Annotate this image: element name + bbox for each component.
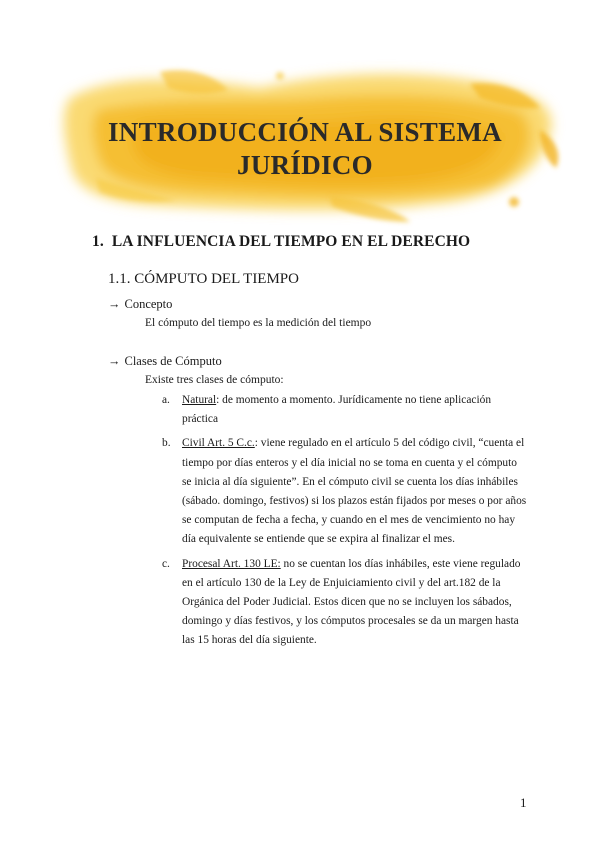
concepto-label: Concepto bbox=[124, 297, 173, 311]
concepto-heading bbox=[108, 297, 172, 312]
concepto-text: El cómputo del tiempo es la medición del tiempo bbox=[145, 317, 372, 329]
list-item-text: : de momento a momento. Jurídicamente no tiene aplicación práctica bbox=[182, 394, 492, 426]
page-number: 1 bbox=[520, 795, 527, 810]
watercolor-banner bbox=[0, 0, 600, 230]
list-item-term: Natural bbox=[182, 394, 217, 406]
clases-list bbox=[158, 391, 528, 656]
page-title-line-1: INTRODUCCIÓN AL SISTEMA bbox=[108, 117, 502, 147]
section-1-heading bbox=[92, 233, 470, 251]
section-1-1-heading: 1.1. CÓMPUTO DEL TIEMPO bbox=[108, 271, 299, 287]
clases-intro: Existe tres clases de cómputo: bbox=[145, 374, 284, 386]
list-item-text: : viene regulado en el artículo 5 del código civil, “cuenta el tiempo por días enteros y el día inicial no se toma en cuenta y el cómputo se inicia al día siguiente”. En el cómputo civil se cuenta los días inhábiles (sábado. domingo, festivos) si los plazos están fijados por meses o por años se computan de fecha a fecha, y cuando en el mes de vencimiento no hay día equivalente se entiende que se expira al finalizar el mes. bbox=[182, 437, 527, 546]
list-item bbox=[158, 434, 528, 549]
list-marker: a. bbox=[162, 394, 170, 406]
list-item-term: Civil Art. 5 C.c. bbox=[182, 437, 255, 450]
list-marker: c. bbox=[162, 557, 170, 570]
section-1-title: LA INFLUENCIA DEL TIEMPO EN EL DERECHO bbox=[111, 233, 471, 250]
right-arrow-icon: → bbox=[108, 297, 121, 311]
list-item bbox=[158, 391, 528, 429]
list-item-term: Procesal Art. 130 LE: bbox=[182, 557, 281, 570]
right-arrow-icon: → bbox=[108, 354, 121, 368]
page-title-line-2: JURÍDICO bbox=[237, 150, 373, 180]
clases-heading bbox=[108, 354, 222, 369]
section-1-number: 1. bbox=[92, 233, 104, 250]
list-item-text: no se cuentan los días inhábiles, este viene regulado en el artículo 130 de la Ley de Enjuiciamiento civil y del art.182 de la Orgánica del Poder Judicial. Estos dicen que no se incluyen los sábados, domingo y días festivos, y los cómputos procesales se da un margen hasta las 15 horas del día siguiente. bbox=[182, 557, 521, 647]
page-title bbox=[60, 116, 550, 182]
list-marker: b. bbox=[162, 437, 171, 450]
clases-label: Clases de Cómputo bbox=[124, 354, 222, 368]
list-item bbox=[158, 555, 528, 651]
